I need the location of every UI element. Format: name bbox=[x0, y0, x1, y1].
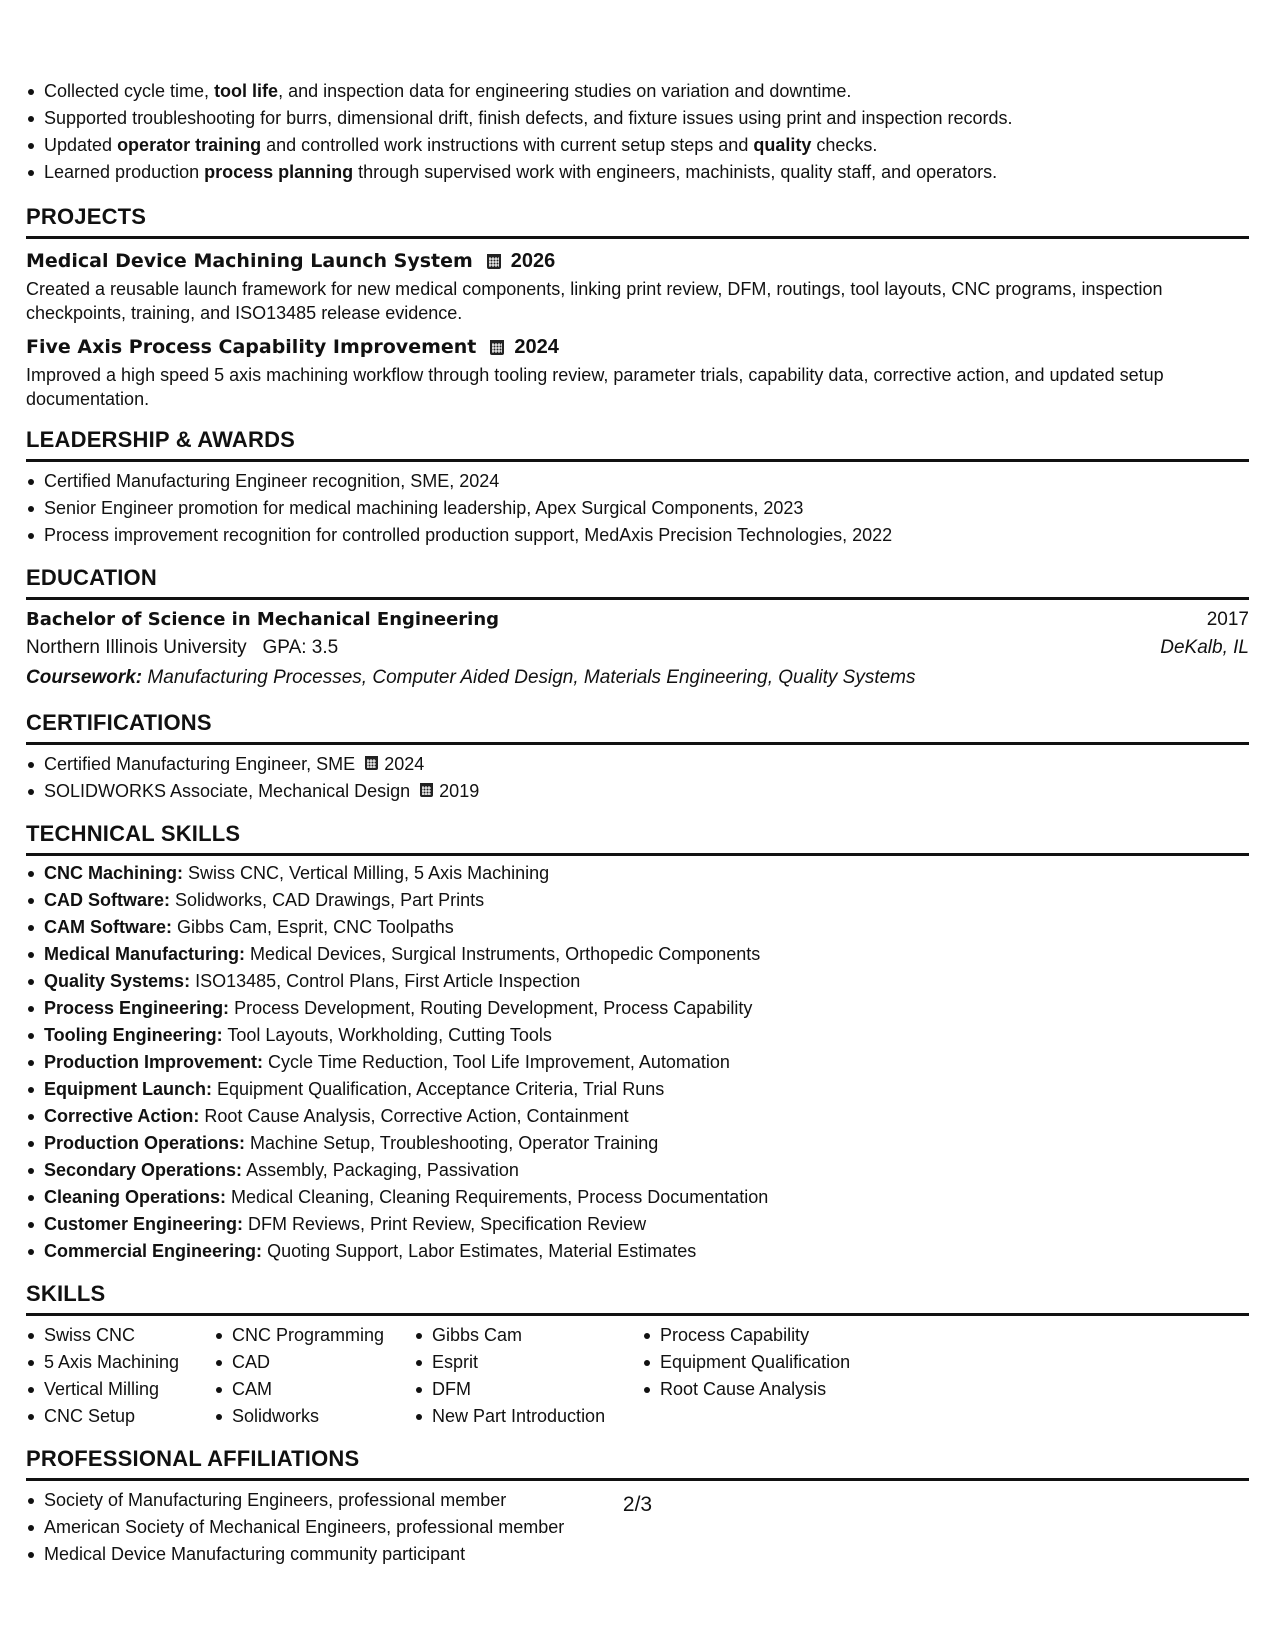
section-title-technical-skills: TECHNICAL SKILLS bbox=[26, 819, 1249, 856]
tech-skill-item: CAD Software: Solidworks, CAD Drawings, Part Prints bbox=[44, 887, 1249, 914]
education-location: DeKalb, IL bbox=[1160, 637, 1249, 658]
skill-item: CAD bbox=[232, 1349, 414, 1376]
skill-item: Process Capability bbox=[660, 1322, 900, 1349]
skills-column bbox=[642, 1322, 900, 1430]
affiliation-item: Society of Manufacturing Engineers, professional member bbox=[44, 1487, 1249, 1514]
tech-skill-item: Customer Engineering: DFM Reviews, Print Review, Specification Review bbox=[44, 1211, 1249, 1238]
calendar-icon bbox=[487, 254, 501, 269]
affiliation-item: Medical Device Manufacturing community participant bbox=[44, 1541, 1249, 1568]
section-title-education: EDUCATION bbox=[26, 563, 1249, 600]
tech-skill-item: Tooling Engineering: Tool Layouts, Workholding, Cutting Tools bbox=[44, 1022, 1249, 1049]
project-description: Improved a high speed 5 axis machining workflow through tooling review, parameter trials, capability data, corrective action, and updated setup documentation. bbox=[26, 365, 1164, 409]
project-name: Medical Device Machining Launch System bbox=[26, 250, 473, 272]
section-title-skills: SKILLS bbox=[26, 1279, 1249, 1316]
leadership-item: Senior Engineer promotion for medical machining leadership, Apex Surgical Components, 2023 bbox=[44, 495, 1249, 522]
coursework-label: Coursework: bbox=[26, 667, 143, 688]
tech-skill-item: CAM Software: Gibbs Cam, Esprit, CNC Toolpaths bbox=[44, 914, 1249, 941]
skill-item: Vertical Milling bbox=[44, 1376, 214, 1403]
education-school: Northern Illinois University bbox=[26, 637, 247, 658]
skill-item: Solidworks bbox=[232, 1403, 414, 1430]
skills-column bbox=[26, 1322, 214, 1430]
skills-section bbox=[26, 1279, 1249, 1430]
skill-item: New Part Introduction bbox=[432, 1403, 642, 1430]
skill-item: Esprit bbox=[432, 1349, 642, 1376]
skill-item: Root Cause Analysis bbox=[660, 1376, 900, 1403]
skill-item: 5 Axis Machining bbox=[44, 1349, 214, 1376]
technical-skills-section bbox=[26, 819, 1249, 1265]
section-title-leadership: LEADERSHIP & AWARDS bbox=[26, 425, 1249, 462]
calendar-icon bbox=[490, 340, 504, 355]
experience-bullet: Updated operator training and controlled work instructions with current setup steps and quality checks. bbox=[44, 132, 1249, 159]
section-title-projects: PROJECTS bbox=[26, 202, 1249, 239]
calendar-icon bbox=[365, 756, 378, 770]
skill-item: CNC Programming bbox=[232, 1322, 414, 1349]
section-title-affiliations: PROFESSIONAL AFFILIATIONS bbox=[26, 1444, 1249, 1481]
resume-page bbox=[26, 78, 1249, 1568]
skill-item: CAM bbox=[232, 1376, 414, 1403]
experience-bullets bbox=[26, 78, 1249, 186]
project-date: 2024 bbox=[514, 336, 559, 358]
project-item bbox=[26, 333, 1249, 411]
page-number: 2/3 bbox=[622, 1493, 653, 1516]
education-section bbox=[26, 563, 1249, 692]
tech-skill-item: Cleaning Operations: Medical Cleaning, Cleaning Requirements, Process Documentation bbox=[44, 1184, 1249, 1211]
leadership-section bbox=[26, 425, 1249, 549]
projects-section bbox=[26, 202, 1249, 411]
certification-item: SOLIDWORKS Associate, Mechanical Design 2019 bbox=[44, 778, 1249, 805]
section-title-certifications: CERTIFICATIONS bbox=[26, 708, 1249, 745]
certification-item: Certified Manufacturing Engineer, SME 2024 bbox=[44, 751, 1249, 778]
skill-item: Gibbs Cam bbox=[432, 1322, 642, 1349]
education-degree: Bachelor of Science in Mechanical Engineering bbox=[26, 609, 500, 630]
project-date: 2026 bbox=[510, 250, 556, 272]
tech-skill-item: Quality Systems: ISO13485, Control Plans, First Article Inspection bbox=[44, 968, 1249, 995]
affiliation-item: American Society of Mechanical Engineers, professional member bbox=[44, 1514, 1249, 1541]
calendar-icon bbox=[420, 783, 433, 797]
tech-skill-item: CNC Machining: Swiss CNC, Vertical Milling, 5 Axis Machining bbox=[44, 860, 1249, 887]
skills-column bbox=[414, 1322, 642, 1430]
project-description: Created a reusable launch framework for new medical components, linking print review, DFM, routings, tool layouts, CNC programs, inspection checkpoints, training, and ISO13485 release evidence. bbox=[26, 279, 1163, 323]
tech-skill-item: Equipment Launch: Equipment Qualification, Acceptance Criteria, Trial Runs bbox=[44, 1076, 1249, 1103]
tech-skill-item: Production Operations: Machine Setup, Troubleshooting, Operator Training bbox=[44, 1130, 1249, 1157]
coursework-list: Manufacturing Processes, Computer Aided Design, Materials Engineering, Quality Systems bbox=[147, 667, 916, 688]
tech-skill-item: Commercial Engineering: Quoting Support, Labor Estimates, Material Estimates bbox=[44, 1238, 1249, 1265]
tech-skill-item: Medical Manufacturing: Medical Devices, Surgical Instruments, Orthopedic Components bbox=[44, 941, 1249, 968]
tech-skill-item: Process Engineering: Process Development, Routing Development, Process Capability bbox=[44, 995, 1249, 1022]
leadership-item: Certified Manufacturing Engineer recognition, SME, 2024 bbox=[44, 468, 1249, 495]
tech-skill-item: Corrective Action: Root Cause Analysis, Corrective Action, Containment bbox=[44, 1103, 1249, 1130]
experience-bullet: Supported troubleshooting for burrs, dimensional drift, finish defects, and fixture issues using print and inspection records. bbox=[44, 105, 1249, 132]
project-name: Five Axis Process Capability Improvement bbox=[26, 336, 477, 358]
leadership-item: Process improvement recognition for controlled production support, MedAxis Precision Technologies, 2022 bbox=[44, 522, 1249, 549]
education-year: 2017 bbox=[1206, 609, 1249, 630]
skill-item: Swiss CNC bbox=[44, 1322, 214, 1349]
skill-item: CNC Setup bbox=[44, 1403, 214, 1430]
skills-column bbox=[214, 1322, 414, 1430]
experience-bullet: Learned production process planning through supervised work with engineers, machinists, quality staff, and operators. bbox=[44, 159, 1249, 186]
project-item bbox=[26, 247, 1249, 325]
tech-skill-item: Production Improvement: Cycle Time Reduction, Tool Life Improvement, Automation bbox=[44, 1049, 1249, 1076]
experience-bullet: Collected cycle time, tool life, and inspection data for engineering studies on variation and downtime. bbox=[44, 78, 1249, 105]
tech-skill-item: Secondary Operations: Assembly, Packaging, Passivation bbox=[44, 1157, 1249, 1184]
certifications-section bbox=[26, 708, 1249, 805]
education-gpa: GPA: 3.5 bbox=[262, 637, 339, 658]
skill-item: DFM bbox=[432, 1376, 642, 1403]
skill-item: Equipment Qualification bbox=[660, 1349, 900, 1376]
